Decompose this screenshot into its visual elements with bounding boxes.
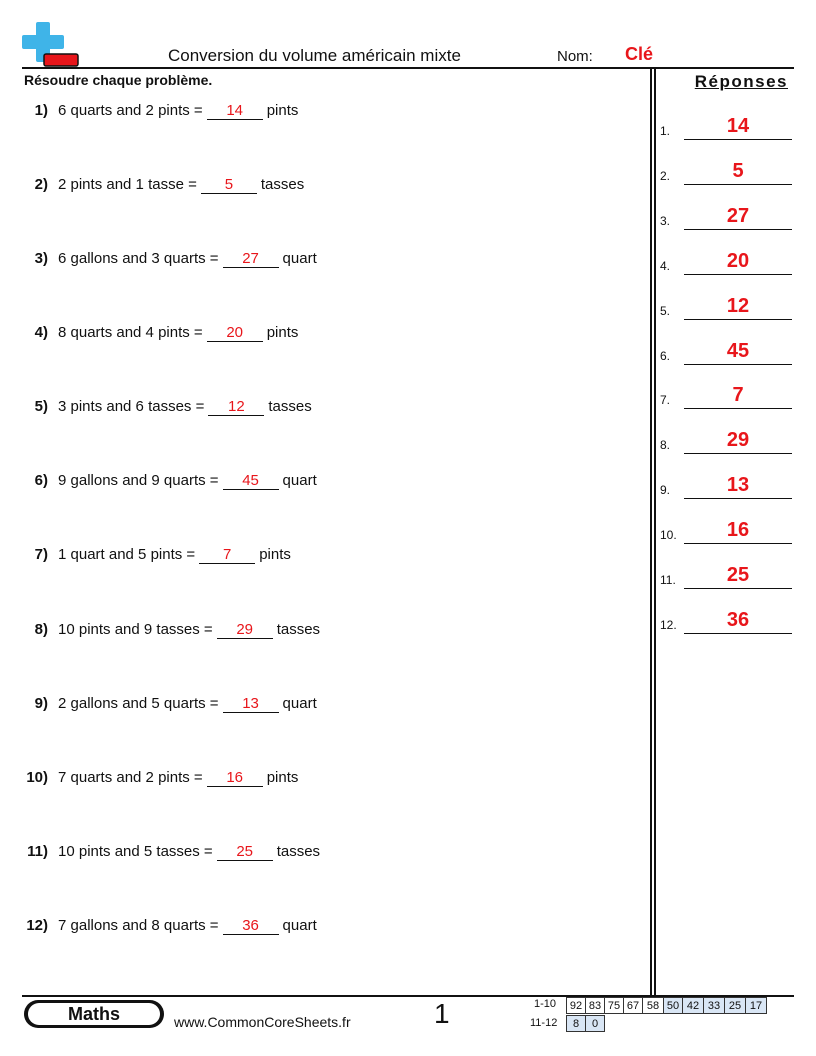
answer-blank: 14: [207, 102, 263, 120]
score-row-label: 11-12: [530, 1017, 558, 1029]
problem-text: [58, 102, 298, 120]
problem-item: [0, 472, 640, 496]
problem-statement: 6 quarts and 2 pints =: [58, 102, 203, 119]
answer-value: 7: [684, 382, 792, 409]
answer-row: [660, 559, 792, 589]
problem-statement: 9 gallons and 9 quarts =: [58, 472, 219, 489]
problem-item: [0, 324, 640, 348]
header-divider: [22, 67, 794, 69]
answer-value: 29: [684, 427, 792, 454]
score-table-row-2: [566, 1015, 605, 1032]
column-divider: [650, 69, 652, 995]
problem-number: 2): [34, 176, 48, 193]
score-cell: 25: [725, 998, 746, 1014]
problem-number: 5): [34, 398, 48, 415]
score-cell: 92: [567, 998, 586, 1014]
problem-number: 7): [34, 546, 48, 563]
problem-number: 10): [26, 769, 48, 786]
problem-unit: quart: [282, 472, 317, 489]
answer-blank: 45: [223, 472, 279, 490]
answer-value: 36: [684, 607, 792, 634]
answer-value: 25: [684, 562, 792, 589]
score-cell: 33: [704, 998, 725, 1014]
problem-number: 3): [34, 250, 48, 267]
answer-blank: 12: [208, 398, 264, 416]
answer-value: 16: [684, 517, 792, 544]
plus-minus-logo-icon: [22, 22, 80, 68]
answer-number: 11.: [660, 573, 676, 587]
answer-number: 3.: [660, 213, 671, 228]
problem-text: [58, 398, 312, 416]
problem-text: [58, 695, 317, 713]
problem-number: 6): [34, 472, 48, 489]
problem-unit: quart: [282, 917, 317, 934]
problem-text: [58, 621, 320, 639]
problem-statement: 2 pints and 1 tasse =: [58, 176, 197, 193]
problem-statement: 6 gallons and 3 quarts =: [58, 250, 219, 267]
answer-row: [660, 290, 792, 320]
answer-blank: 36: [223, 917, 279, 935]
answer-blank: 25: [217, 843, 273, 861]
page-number: 1: [434, 998, 450, 1029]
score-cell: 42: [683, 998, 704, 1014]
name-label: Nom:: [557, 48, 593, 65]
problem-unit: quart: [282, 250, 317, 267]
problem-number: 12): [26, 917, 48, 934]
answer-blank: 5: [201, 176, 257, 194]
problem-unit: pints: [259, 546, 291, 563]
score-row-label: 1-10: [534, 998, 557, 1010]
answer-row: [660, 424, 792, 454]
answer-blank: 7: [199, 546, 255, 564]
problem-statement: 10 pints and 9 tasses =: [58, 621, 213, 638]
problem-unit: pints: [266, 324, 299, 341]
problem-statement: 7 gallons and 8 quarts =: [58, 917, 219, 934]
answer-row: [660, 245, 792, 275]
answer-number: 2.: [660, 168, 671, 183]
answer-number: 7.: [660, 393, 671, 408]
answer-number: 10.: [660, 528, 677, 543]
score-cell: 75: [605, 998, 624, 1014]
score-table-row-1: [566, 997, 767, 1014]
answer-row: [660, 110, 792, 140]
answer-number: 4.: [660, 258, 671, 273]
problem-number: 11): [27, 843, 48, 860]
answer-blank: 13: [223, 695, 279, 713]
problem-item: [0, 769, 640, 793]
answer-blank: 16: [207, 769, 263, 787]
column-divider: [654, 69, 656, 995]
score-cell: 8: [567, 1016, 586, 1032]
answer-number: 9.: [660, 483, 671, 498]
problem-text: [58, 250, 317, 268]
score-cell: 0: [586, 1016, 605, 1032]
problem-unit: pints: [266, 769, 299, 786]
answer-value: 45: [684, 338, 792, 365]
problem-item: [0, 176, 640, 200]
problem-unit: tasses: [276, 621, 321, 638]
problem-unit: pints: [266, 102, 299, 119]
answer-row: [660, 335, 792, 365]
problem-item: [0, 917, 640, 941]
answer-value: 13: [684, 472, 792, 499]
subject-label: Maths: [28, 1003, 160, 1025]
answer-row: [660, 514, 792, 544]
problem-number: 9): [34, 695, 48, 712]
score-cell: 58: [643, 998, 664, 1014]
problem-statement: 8 quarts and 4 pints =: [58, 324, 203, 341]
instructions: Résoudre chaque problème.: [24, 72, 213, 88]
problem-item: [0, 843, 640, 867]
problem-statement: 7 quarts and 2 pints =: [58, 769, 203, 786]
answer-blank: 29: [217, 621, 273, 639]
answer-row: [660, 604, 792, 634]
answer-value: 5: [684, 158, 792, 185]
problem-unit: tasses: [268, 398, 312, 415]
answer-number: 5.: [660, 303, 671, 318]
problem-text: [58, 324, 298, 342]
answer-value: 12: [684, 293, 792, 320]
answer-number: 8.: [660, 438, 671, 453]
score-cell: 17: [746, 998, 767, 1014]
score-cell: 50: [664, 998, 683, 1014]
answer-number: 1.: [660, 124, 671, 138]
answer-number: 12.: [660, 617, 677, 632]
score-cell: 83: [586, 998, 605, 1014]
problem-statement: 2 gallons and 5 quarts =: [58, 695, 219, 712]
answer-value: 27: [684, 203, 792, 230]
problem-item: [0, 250, 640, 274]
problem-number: 1): [34, 102, 48, 119]
problem-item: [0, 546, 640, 570]
problem-text: [58, 176, 304, 194]
name-value: Clé: [625, 44, 654, 64]
problem-unit: tasses: [260, 176, 305, 193]
answer-value: 14: [684, 113, 792, 140]
problem-statement: 1 quart and 5 pints =: [58, 546, 196, 563]
answer-row: [660, 379, 792, 409]
answer-row: [660, 155, 792, 185]
answer-row: [660, 469, 792, 499]
problem-text: [58, 472, 317, 490]
answer-number: 6.: [660, 348, 671, 363]
problem-statement: 10 pints and 5 tasses =: [58, 843, 213, 860]
problem-text: [58, 917, 317, 935]
answers-title: Réponses: [694, 72, 788, 91]
problem-text: [58, 769, 298, 787]
answer-value: 20: [684, 248, 792, 275]
website-url: www.CommonCoreSheets.fr: [174, 1014, 351, 1030]
score-cell: 67: [624, 998, 643, 1014]
problem-item: [0, 102, 640, 126]
problem-number: 4): [34, 324, 48, 341]
problem-statement: 3 pints and 6 tasses =: [58, 398, 205, 415]
problem-text: [58, 546, 291, 564]
answer-row: [660, 200, 792, 230]
problem-unit: tasses: [276, 843, 321, 860]
answer-blank: 20: [207, 324, 263, 342]
problem-unit: quart: [282, 695, 317, 712]
problem-item: [0, 398, 640, 422]
problem-number: 8): [34, 621, 48, 638]
answer-blank: 27: [223, 250, 279, 268]
problem-text: [58, 843, 320, 861]
problem-item: [0, 695, 640, 719]
problem-item: [0, 621, 640, 645]
worksheet-title: Conversion du volume américain mixte: [168, 46, 461, 65]
